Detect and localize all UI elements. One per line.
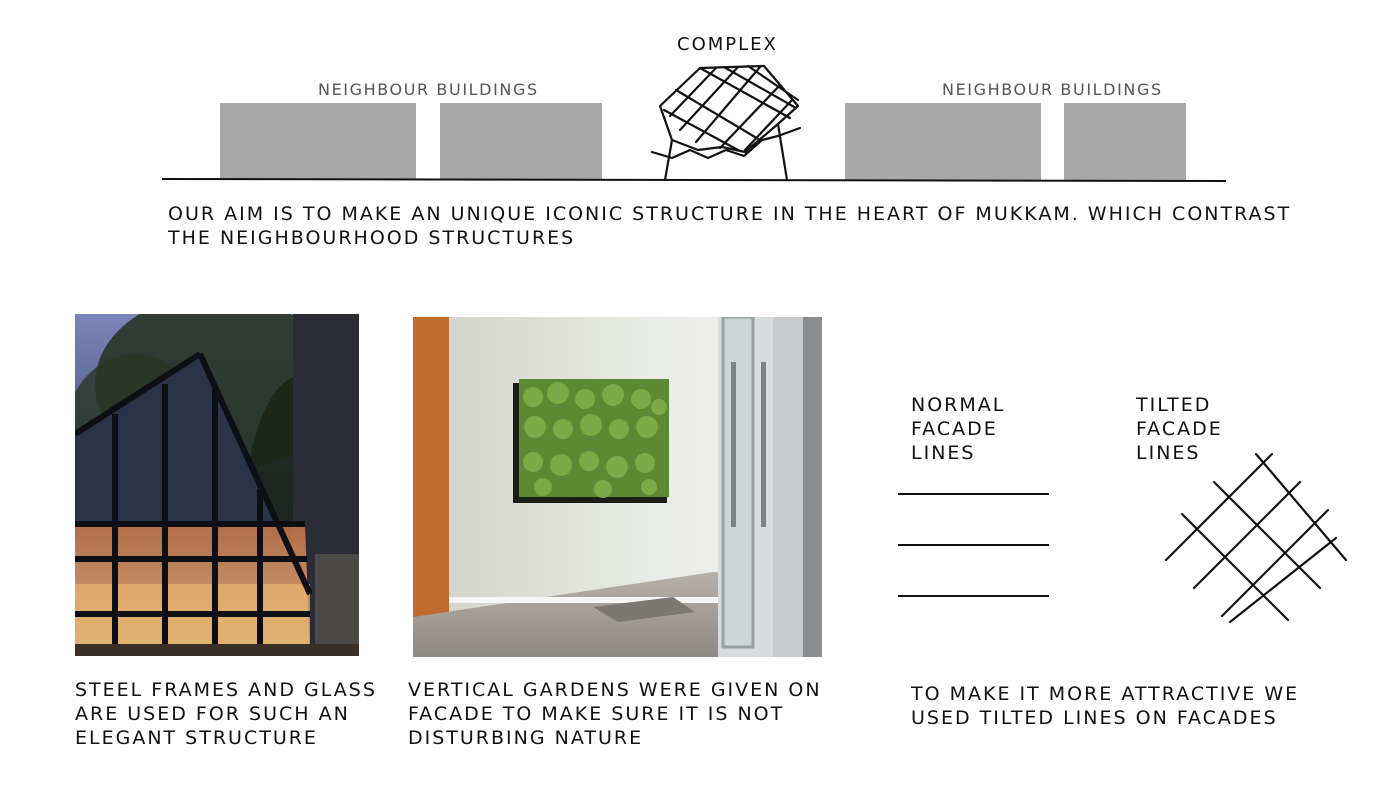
garden-caption-line-1: VERTICAL GARDENS WERE GIVEN ON <box>408 679 822 701</box>
neighbour-buildings-label-left: NEIGHBOUR BUILDINGS <box>318 80 539 99</box>
tilted-label-line-1: TILTED <box>1136 394 1212 416</box>
tilted-label-line-3: LINES <box>1136 442 1201 464</box>
normal-facade-line-2 <box>898 544 1049 546</box>
steel-caption-line-1: STEEL FRAMES AND GLASS <box>75 679 377 701</box>
aim-text-line-1: OUR AIM IS TO MAKE AN UNIQUE ICONIC STRUCTURE IN THE HEART OF MUKKAM. WHICH CONTRAST <box>168 203 1292 225</box>
normal-label-line-3: LINES <box>911 442 976 464</box>
normal-facade-line-3 <box>898 595 1049 597</box>
ground-line <box>162 179 1226 181</box>
tilted-label-line-2: FACADE <box>1136 418 1223 440</box>
normal-label-line-1: NORMAL <box>911 394 1006 416</box>
tilted-caption-line-2: USED TILTED LINES ON FACADES <box>911 707 1278 729</box>
tilted-caption-line-1: TO MAKE IT MORE ATTRACTIVE WE <box>911 683 1300 705</box>
garden-caption-line-2: FACADE TO MAKE SURE IT IS NOT <box>408 703 785 725</box>
aim-text-line-2: THE NEIGHBOURHOOD STRUCTURES <box>168 227 576 249</box>
garden-caption-line-3: DISTURBING NATURE <box>408 727 644 749</box>
normal-label-line-2: FACADE <box>911 418 998 440</box>
normal-facade-label <box>911 393 1005 465</box>
tilted-facade-grid <box>1160 450 1355 630</box>
vertical-gardens-caption <box>408 678 822 750</box>
steel-frames-caption <box>75 678 377 750</box>
neighbour-buildings-label-right: NEIGHBOUR BUILDINGS <box>942 80 1163 99</box>
complex-label: COMPLEX <box>677 34 778 55</box>
steel-caption-line-2: ARE USED FOR SUCH AN <box>75 703 350 725</box>
tilted-lines-caption <box>911 682 1299 730</box>
complex-sketch <box>0 0 1400 200</box>
vertical-garden-photo <box>413 317 822 657</box>
aim-text <box>168 202 1291 250</box>
steel-caption-line-3: ELEGANT STRUCTURE <box>75 727 318 749</box>
normal-facade-line-1 <box>898 493 1049 495</box>
steel-glass-photo <box>75 314 359 656</box>
